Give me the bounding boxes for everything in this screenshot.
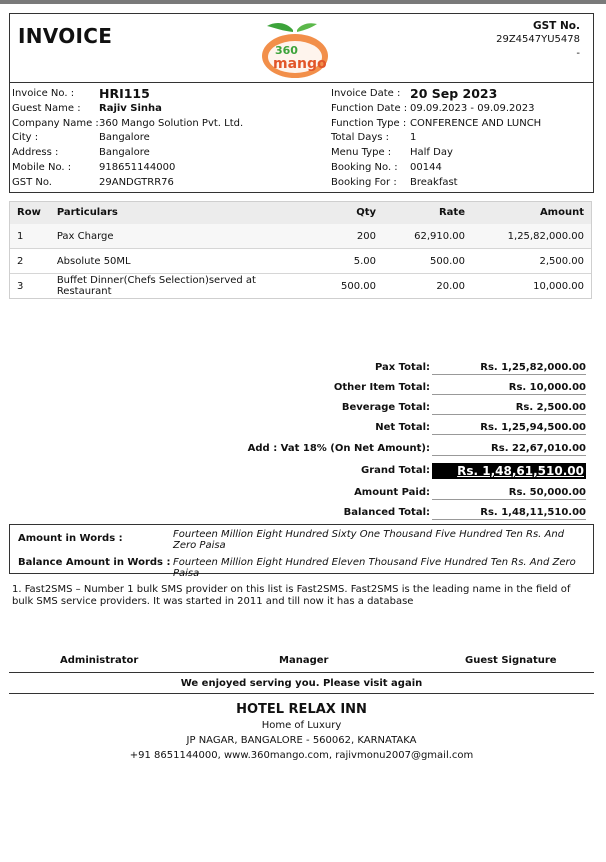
hotel-name: HOTEL RELAX INN [236, 702, 367, 717]
total-row-other-items [200, 380, 592, 396]
total-label: Add : Vat 18% (On Net Amount): [247, 443, 430, 454]
info-label: Company Name : [12, 117, 99, 129]
items-table [9, 201, 592, 299]
info-label: Guest Name : [12, 102, 81, 114]
item-row-number: 1 [9, 224, 49, 249]
total-value: Rs. 22,67,010.00 [432, 443, 586, 456]
address: Bangalore [99, 147, 150, 159]
total-label: Net Total: [375, 422, 430, 433]
total-row-grand [200, 463, 592, 479]
item-qty: 200 [308, 224, 384, 249]
total-row-amount-paid [200, 485, 592, 501]
info-row [331, 131, 541, 146]
info-row [12, 146, 243, 161]
total-label: Pax Total: [374, 362, 430, 373]
total-label: Other Item Total: [333, 382, 430, 393]
total-label: Amount Paid: [354, 487, 430, 498]
total-value: Rs. 2,500.00 [432, 402, 586, 415]
signature-divider [9, 672, 594, 673]
item-qty: 5.00 [308, 249, 384, 274]
table-row [9, 274, 592, 299]
item-amount: 2,500.00 [473, 249, 592, 274]
items-header-row [9, 201, 592, 224]
function-type: CONFERENCE AND LUNCH [410, 117, 542, 129]
guest-name: Rajiv Sinha [99, 102, 162, 114]
svg-text:mango: mango [273, 56, 327, 72]
col-rate-header: Rate [384, 201, 473, 224]
mobile-number: 918651144000 [99, 161, 176, 173]
total-label: Balanced Total: [343, 507, 430, 518]
total-value: Rs. 1,25,82,000.00 [432, 362, 586, 375]
city: Bangalore [99, 132, 150, 144]
info-row [331, 176, 541, 191]
function-info-right [331, 87, 541, 191]
info-label: Booking No. : [331, 161, 398, 173]
info-label: Address : [12, 147, 59, 159]
col-particulars-header: Particulars [49, 201, 308, 224]
company-name: 360 Mango Solution Pvt. Ltd. [99, 117, 244, 129]
total-row-balance [200, 505, 592, 521]
amount-words-value: Fourteen Million Eight Hundred Sixty One Thousand Five Hundred Ten Rs. And Zero Paisa [173, 529, 565, 551]
info-row [331, 102, 541, 117]
total-row-pax [200, 360, 592, 376]
guest-signature-label: Guest Signature [465, 655, 557, 666]
manager-signature-label: Manager [279, 655, 329, 666]
amount-in-words-box [9, 524, 594, 579]
terms-note: 1. Fast2SMS – Number 1 bulk SMS provider on this list is Fast2SMS. Fast2SMS is the leading name in the field of bulk SMS service providers. It was started in 2011 and till now it has a database [12, 584, 571, 607]
col-row-header: Row [9, 201, 49, 224]
hotel-contact: +91 8651144000, www.360mango.com, rajivmonu2007@gmail.com [129, 750, 474, 761]
total-label: Beverage Total: [341, 402, 430, 413]
info-row [12, 161, 243, 176]
info-label: GST No. [12, 176, 52, 188]
amount-words-label: Amount in Words : [18, 533, 123, 544]
total-row-vat [200, 441, 592, 457]
total-value: Rs. 1,25,94,500.00 [432, 422, 586, 435]
item-amount: 10,000.00 [473, 274, 592, 299]
item-amount: 1,25,82,000.00 [473, 224, 592, 249]
hotel-address: JP NAGAR, BANGALORE - 560062, KARNATAKA [186, 735, 417, 746]
item-rate: 62,910.00 [384, 224, 473, 249]
table-row [9, 249, 592, 274]
gst-value: 29Z4547YU5478 [496, 34, 580, 45]
item-qty: 500.00 [308, 274, 384, 299]
guest-gst-number: 29ANDGTRR76 [99, 176, 174, 188]
item-rate: 20.00 [384, 274, 473, 299]
col-amount-header: Amount [473, 201, 592, 224]
menu-type: Half Day [410, 147, 453, 159]
info-row [331, 161, 541, 176]
col-qty-header: Qty [308, 201, 384, 224]
grand-total-label: Grand Total: [361, 465, 430, 476]
info-label: Invoice No. : [12, 88, 75, 99]
invoice-title: INVOICE [18, 24, 113, 48]
hotel-tagline: Home of Luxury [261, 720, 342, 731]
header-divider [9, 82, 594, 83]
guest-info-left [12, 87, 243, 191]
info-label: Total Days : [331, 132, 390, 144]
info-label: Invoice Date : [331, 88, 401, 99]
booking-for: Breakfast [410, 176, 458, 188]
item-row-number: 3 [9, 274, 49, 299]
balance-words-label: Balance Amount in Words : [18, 557, 171, 568]
top-border [0, 0, 606, 4]
thanks-divider [9, 693, 594, 694]
gst-label: GST No. [533, 20, 580, 32]
info-label: Booking For : [331, 176, 397, 188]
administrator-signature-label: Administrator [60, 655, 139, 666]
grand-total-value: Rs. 1,48,61,510.00 [432, 463, 586, 479]
info-label: Mobile No. : [12, 161, 72, 173]
svg-text:360: 360 [275, 44, 298, 57]
function-date: 09.09.2023 - 09.09.2023 [410, 102, 535, 114]
total-days: 1 [410, 132, 417, 144]
info-row [12, 117, 243, 132]
total-value: Rs. 10,000.00 [432, 382, 586, 395]
gst-extra: - [576, 48, 580, 59]
info-row [331, 146, 541, 161]
info-row [12, 87, 243, 102]
info-label: Function Date : [331, 102, 408, 114]
company-logo-icon [253, 18, 337, 80]
gst-box [496, 19, 580, 61]
info-row [12, 176, 243, 191]
info-row [12, 131, 243, 146]
info-label: City : [12, 132, 39, 144]
item-particulars: Pax Charge [49, 224, 308, 249]
invoice-number: HRI115 [99, 86, 150, 101]
info-row [331, 117, 541, 132]
item-particulars: Absolute 50ML [49, 249, 308, 274]
total-row-beverage [200, 400, 592, 416]
invoice-date: 20 Sep 2023 [410, 86, 498, 101]
booking-number: 00144 [410, 161, 442, 173]
total-value: Rs. 50,000.00 [432, 487, 586, 500]
item-row-number: 2 [9, 249, 49, 274]
info-row [12, 102, 243, 117]
info-label: Menu Type : [331, 147, 392, 159]
info-row [331, 87, 541, 102]
total-value: Rs. 1,48,11,510.00 [432, 507, 586, 520]
item-particulars: Buffet Dinner(Chefs Selection)served at Restaurant [49, 274, 308, 299]
total-row-net [200, 420, 592, 436]
info-label: Function Type : [331, 117, 407, 129]
thank-you-message: We enjoyed serving you. Please visit again [180, 678, 423, 689]
item-rate: 500.00 [384, 249, 473, 274]
table-row [9, 224, 592, 249]
balance-words-value: Fourteen Million Eight Hundred Eleven Thousand Five Hundred Ten Rs. And Zero Paisa [173, 557, 576, 579]
